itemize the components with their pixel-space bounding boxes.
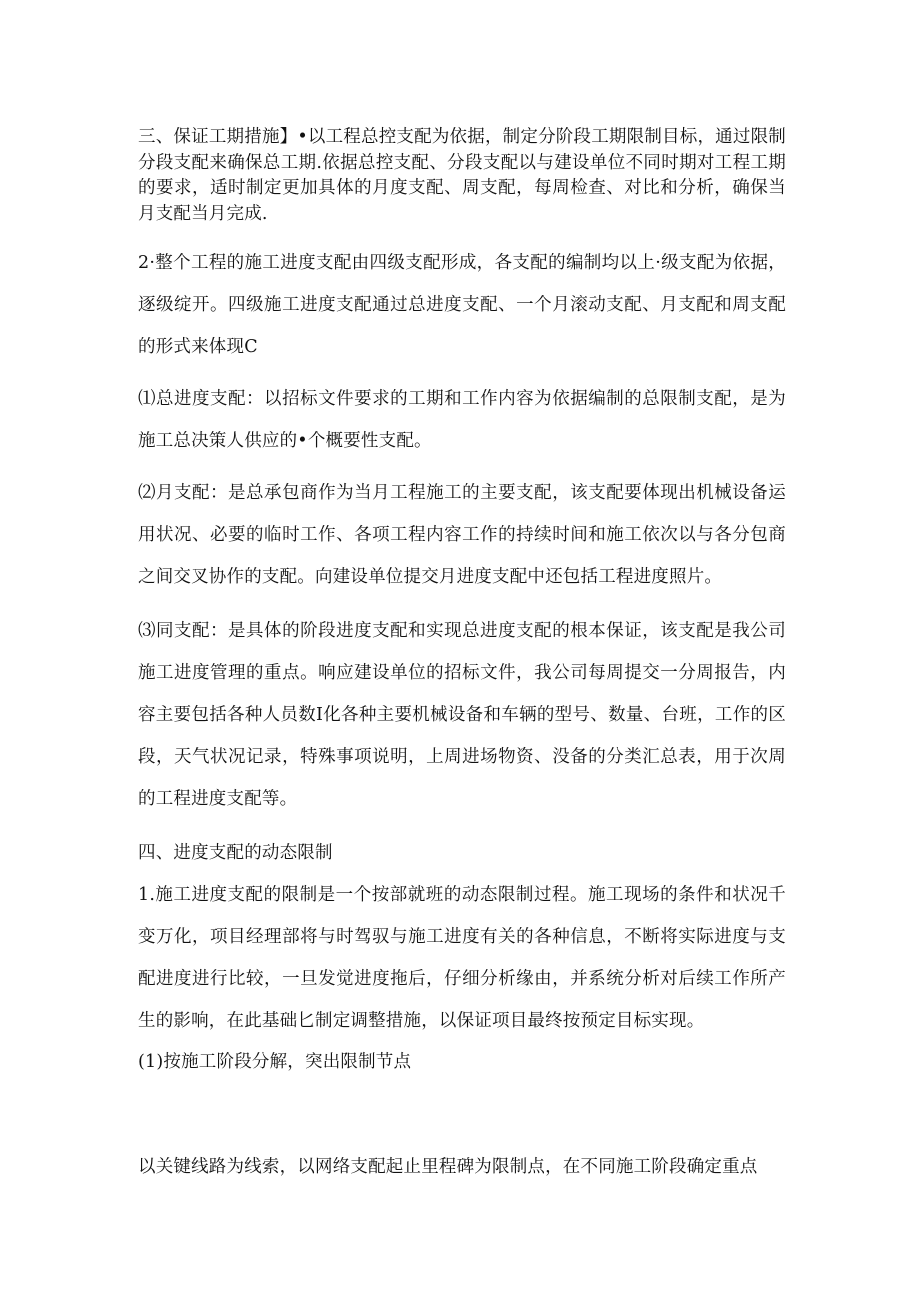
section-three-heading-paragraph: 三、保证工期措施】•以工程总控支配为依据，制定分阶段工期限制目标，通过限制分段支配来确保总工期.依据总控支配、分段支配以与建设单位不同时期对工程工期的要求，适时制定更加具体的月度支配、周支配，每周检查、对比和分析，确保当月支配当月完成.: [138, 127, 786, 224]
weekly-schedule-paragraph: ⑶同支配：是具体的阶段进度支配和实现总进度支配的根本保证，该支配是我公司施工进度管理的重点。响应建设单位的招标文件，我公司每周提交一分周报告，内容主要包括各种人员数I化各种主要机械设备和车辆的型号、数量、台班，工作的区段，天气状况记录，特殊事项说明，上周进场物资、没备的分类汇总表，用于次周的工程进度支配等。: [138, 621, 786, 809]
closing-paragraph: 以关键线路为线索，以网络支配起止里程碑为限制点，在不同施工阶段确定重点: [138, 1157, 758, 1177]
section-four-heading: 四、进度支配的动态限制: [138, 843, 333, 863]
subheading-1: (1)按施工阶段分解，突出限制节点: [138, 1052, 412, 1072]
total-schedule-paragraph: ⑴总进度支配：以招标文件要求的工期和工作内容为依据编制的总限制支配，是为施工总决策人供应的•个概要性支配。: [138, 389, 786, 451]
item-1-paragraph: 1.施工进度支配的限制是一个按部就班的动态限制过程。施工现场的条件和状况千变万化，项目经理部将与时驾驭与施工进度有关的各种信息，不断将实际进度与支配进度进行比较，一旦发觉进度拖后，仔细分析缘由，并系统分析对后续工作所产生的影响，在此基础匕制定调整措施，以保证项目最终按预定目标实现。: [138, 885, 786, 1031]
item-2-paragraph: 2·整个工程的施工进度支配由四级支配形成，各支配的编制均以上·级支配为依据，逐级绽开。四级施工进度支配通过总进度支配、一个月滚动支配、月支配和周支配的形式来体现C: [138, 253, 786, 357]
monthly-schedule-paragraph: ⑵月支配：是总承包商作为当月工程施工的主要支配，该支配要体现出机械设备运用状况、必要的临时工作、各项工程内容工作的持续时间和施工依次以与各分包商之间交叉协作的支配。向建设单位提交月进度支配中还包括工程进度照片。: [138, 483, 786, 587]
